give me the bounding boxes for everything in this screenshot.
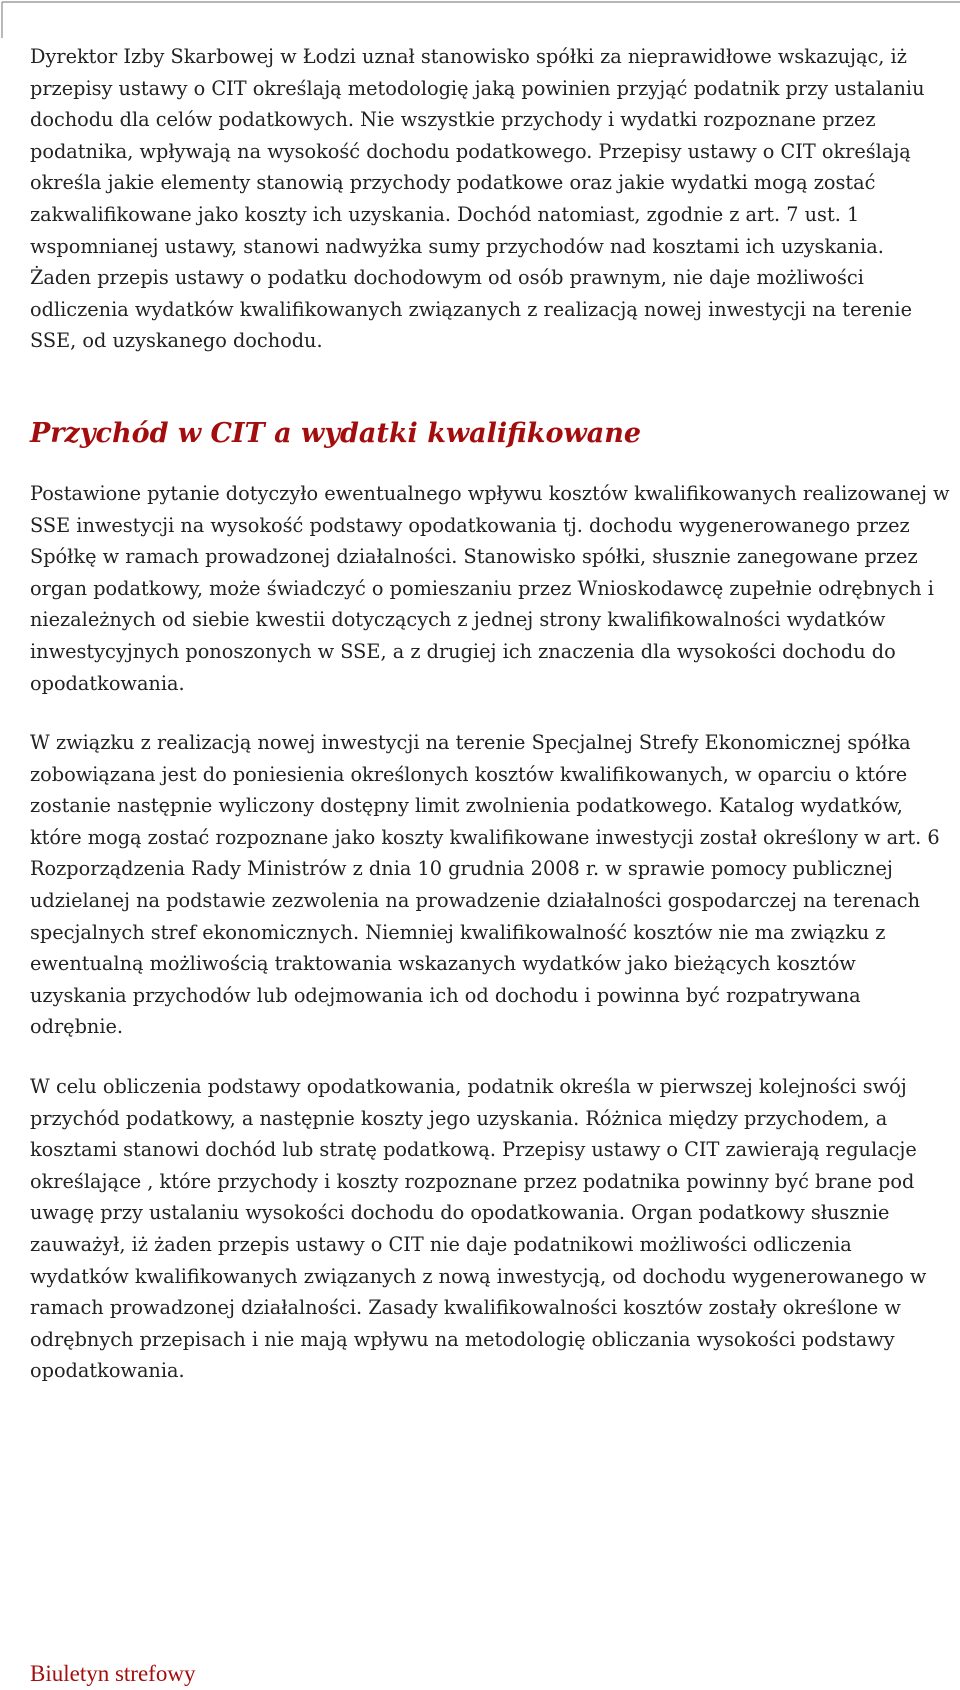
section-heading: Przychód w CIT a wydatki kwalifikowane — [30, 417, 642, 449]
paragraph-4: W celu obliczenia podstawy opodatkowania, podatnik określa w pierwszej kolejności swój przychód podatkowy, a następnie koszty jego uzyskania. Różnica między przychodem, a kosztami stanowi dochód lub stratę podatkową. Przepisy ustawy o CIT zawierają regulacje określające , które przychody i koszty rozpoznane przez podatnika powinny być brane pod uwagę przy ustalaniu wysokości dochodu do opodatkowania. Organ podatkowy słusznie zauważył, iż żaden przepis ustawy o CIT nie daje podatnikowi możliwości odliczenia wydatków kwalifikowanych związanych z nową inwestycją, od dochodu wygenerowanego w ramach prowadzonej działalności. Zasady kwalifikowalności kosztów zostały określone w odrębnych przepisach i nie mają wpływu na metodologię obliczania wysokości podstawy opodatkowania. — [30, 1075, 927, 1383]
paragraph-3: W związku z realizacją nowej inwestycji na terenie Specjalnej Strefy Ekonomicznej spółka zobowiązana jest do poniesienia określonych kosztów kwalifikowanych, w oparciu o które zostanie następnie wyliczony dostępny limit zwolnienia podatkowego. Katalog wydatków, które mogą zostać rozpoznane jako koszty kwalifikowane inwestycji został określony w art. 6 Rozporządzenia Rady Ministrów z dnia 10 grudnia 2008 r. w sprawie pomocy publicznej udzielanej na podstawie zezwolenia na prowadzenie działalności gospodarczej na terenach specjalnych stref ekonomicznych. Niemniej kwalifikowalność kosztów nie ma związku z ewentualną możliwością traktowania wskazanych wydatków jako bieżących kosztów uzyskania przychodów lub odejmowania ich od dochodu i powinna być rozpatrywana odrębnie. — [30, 731, 940, 1039]
footer-publication-title: Biuletyn strefowy — [30, 1661, 196, 1686]
paragraph-1: Dyrektor Izby Skarbowej w Łodzi uznał stanowisko spółki za nieprawidłowe wskazując, iż przepisy ustawy o CIT określają metodologię jaką powinien przyjąć podatnik przy ustalaniu dochodu dla celów podatkowych. Nie wszystkie przychody i wydatki rozpoznane przez podatnika, wpływają na wysokość dochodu podatkowego. Przepisy ustawy o CIT określają określa jakie elementy stanowią przychody podatkowe oraz jakie wydatki mogą zostać zakwalifikowane jako koszty ich uzyskania. Dochód natomiast, zgodnie z art. 7 ust. 1 wspomnianej ustawy, stanowi nadwyżka sumy przychodów nad kosztami ich uzyskania. Żaden przepis ustawy o podatku dochodowym od osób prawnym, nie daje możliwości odliczenia wydatków kwalifikowanych związanych z realizacją nowej inwestycji na terenie SSE, od uzyskanego dochodu. — [30, 45, 925, 353]
article-body — [30, 41, 950, 1387]
paragraph-2: Postawione pytanie dotyczyło ewentualnego wpływu kosztów kwalifikowanych realizowanej w SSE inwestycji na wysokość podstawy opodatkowania tj. dochodu wygenerowanego przez Spółkę w ramach prowadzonej działalności. Stanowisko spółki, słusznie zanegowane przez organ podatkowy, może świadczyć o pomieszaniu przez Wnioskodawcę zupełnie odrębnych i niezależnych od siebie kwestii dotyczących z jednej strony kwalifikowalności wydatków inwestycyjnych ponoszonych w SSE, a z drugiej ich znaczenia dla wysokości dochodu do opodatkowania. — [30, 481, 950, 695]
